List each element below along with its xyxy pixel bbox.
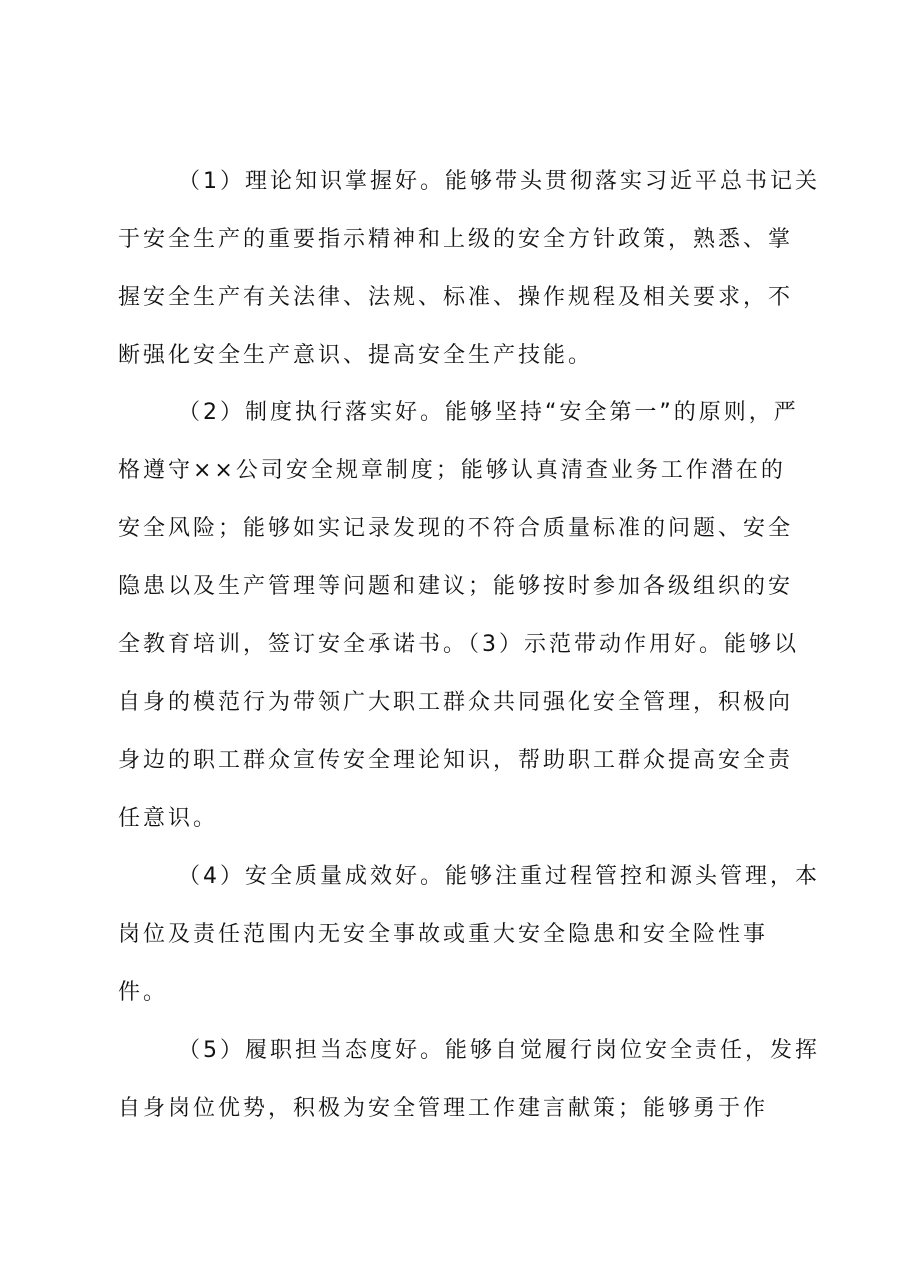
paragraph-4-line-3: 件。 xyxy=(118,980,169,1005)
paragraph-2-line-1: （2）制度执行落实好。能够坚持“安全第一”的原则，严 xyxy=(178,400,799,425)
paragraph-2-line-2: 格遵守××公司安全规章制度；能够认真清查业务工作潜在的 xyxy=(118,458,786,483)
paragraph-2-line-7: 身边的职工群众宣传安全理论知识，帮助职工群众提高安全责 xyxy=(118,748,794,773)
paragraph-1-line-1: （1）理论知识掌握好。能够带头贯彻落实习近平总书记关 xyxy=(178,169,820,194)
paragraph-2-line-8: 任意识。 xyxy=(118,806,219,831)
paragraph-2-line-5: 全教育培训，签订安全承诺书。（3）示范带动作用好。能够以 xyxy=(118,632,799,657)
paragraph-4-line-2: 岗位及责任范围内无安全事故或重大安全隐患和安全险性事 xyxy=(118,922,769,947)
paragraph-5-line-1: （5）履职担当态度好。能够自觉履行岗位安全责任，发挥 xyxy=(178,1038,820,1063)
paragraph-4-line-1: （4）安全质量成效好。能够注重过程管控和源头管理，本 xyxy=(178,864,820,889)
paragraph-1-line-2: 于安全生产的重要指示精神和上级的安全方针政策，熟悉、掌 xyxy=(118,227,794,252)
paragraph-2-line-6: 自身的模范行为带领广大职工群众共同强化安全管理，积极向 xyxy=(118,690,794,715)
paragraph-1-line-3: 握安全生产有关法律、法规、标准、操作规程及相关要求，不 xyxy=(118,285,794,310)
paragraph-5-line-2: 自身岗位优势，积极为安全管理工作建言献策；能够勇于作 xyxy=(118,1096,769,1121)
paragraph-2-line-4: 隐患以及生产管理等问题和建议；能够按时参加各级组织的安 xyxy=(118,574,794,599)
paragraph-2-line-3: 安全风险；能够如实记录发现的不符合质量标准的问题、安全 xyxy=(118,516,794,541)
paragraph-1-line-4: 断强化安全生产意识、提高安全生产技能。 xyxy=(118,343,594,368)
